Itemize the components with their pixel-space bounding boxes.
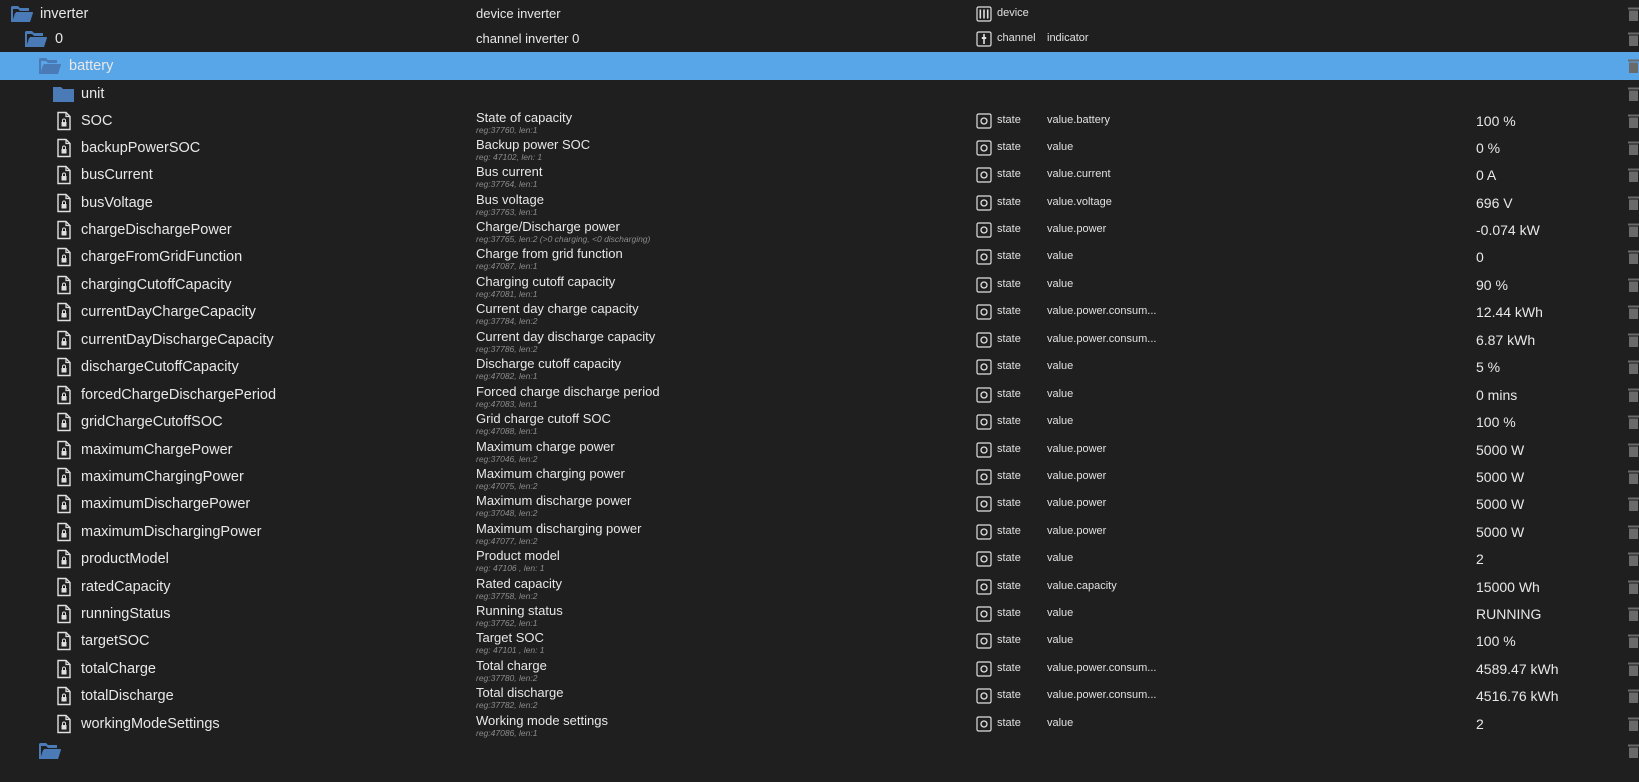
state-icon	[976, 249, 990, 265]
object-value[interactable]: 6.87 kWh	[1476, 332, 1536, 348]
tree-row[interactable]	[0, 436, 1639, 464]
file-lock-icon[interactable]	[52, 659, 76, 679]
trash-icon[interactable]	[1628, 634, 1639, 648]
object-role: value	[1047, 634, 1074, 646]
trash-icon[interactable]	[1628, 443, 1639, 457]
object-role: value	[1047, 141, 1074, 153]
object-type: state	[997, 360, 1021, 372]
state-icon	[976, 442, 990, 458]
object-role: value.capacity	[1047, 580, 1117, 592]
object-type: state	[997, 114, 1021, 126]
object-value[interactable]: 0 A	[1476, 167, 1497, 183]
object-name: Bus voltage	[476, 192, 544, 207]
trash-icon[interactable]	[1628, 744, 1639, 758]
object-value[interactable]: 4589.47 kWh	[1476, 661, 1559, 677]
tree-row[interactable]	[0, 463, 1639, 491]
object-description: reg:47083, len:1	[476, 399, 538, 409]
file-lock-icon[interactable]	[52, 631, 76, 651]
tree-row[interactable]	[0, 216, 1639, 244]
object-role: value	[1047, 360, 1074, 372]
object-name: Grid charge cutoff SOC	[476, 411, 611, 426]
tree-row[interactable]	[0, 655, 1639, 683]
tree-row[interactable]	[0, 134, 1639, 162]
object-name: Maximum charge power	[476, 439, 615, 454]
object-name: Discharge cutoff capacity	[476, 356, 621, 371]
object-description: reg:47082, len:1	[476, 371, 538, 381]
tree-row[interactable]	[0, 490, 1639, 518]
object-description: reg:47081, len:1	[476, 289, 538, 299]
object-role: value.current	[1047, 168, 1111, 180]
object-role: value.power	[1047, 443, 1107, 455]
object-id: currentDayChargeCapacity	[81, 304, 256, 320]
trash-icon[interactable]	[1628, 7, 1639, 21]
file-lock-icon[interactable]	[52, 577, 76, 597]
trash-icon[interactable]	[1628, 662, 1639, 676]
object-type: state	[997, 634, 1021, 646]
file-lock-icon[interactable]	[52, 138, 76, 158]
object-type: state	[997, 278, 1021, 290]
object-name: Current day charge capacity	[476, 301, 639, 316]
object-value[interactable]: 90 %	[1476, 277, 1508, 293]
tree-row[interactable]	[0, 600, 1639, 628]
trash-icon[interactable]	[1628, 470, 1639, 484]
object-id: SOC	[81, 113, 113, 129]
state-icon	[976, 551, 990, 567]
object-name: channel inverter 0	[476, 31, 580, 46]
object-value[interactable]: -0.074 kW	[1476, 222, 1540, 238]
file-lock-icon[interactable]	[52, 111, 76, 131]
object-id: totalCharge	[81, 661, 156, 677]
object-value[interactable]: 5000 W	[1476, 469, 1525, 485]
object-name: State of capacity	[476, 110, 573, 125]
object-type: state	[997, 388, 1021, 400]
trash-icon[interactable]	[1628, 250, 1639, 264]
object-id: busVoltage	[81, 195, 153, 211]
object-description: reg:37782, len:2	[476, 700, 538, 710]
object-id: targetSOC	[81, 633, 150, 649]
object-description: reg:37780, len:2	[476, 673, 538, 683]
trash-icon[interactable]	[1628, 114, 1639, 128]
state-icon	[976, 222, 990, 238]
file-lock-icon[interactable]	[52, 357, 76, 377]
state-icon	[976, 277, 990, 293]
object-id: backupPowerSOC	[81, 140, 201, 156]
tree-row[interactable]	[0, 52, 1639, 80]
object-id: workingModeSettings	[81, 716, 220, 732]
object-type: state	[997, 196, 1021, 208]
object-type: state	[997, 168, 1021, 180]
state-icon	[976, 633, 990, 649]
object-role: value	[1047, 415, 1074, 427]
object-description: reg: 47102, len: 1	[476, 152, 543, 162]
object-id: unit	[81, 86, 105, 102]
object-description: reg:47077, len:2	[476, 536, 538, 546]
object-type: state	[997, 470, 1021, 482]
object-id: forcedChargeDischargePeriod	[81, 387, 277, 403]
object-role: value.power	[1047, 470, 1107, 482]
object-description: reg: 47106 , len: 1	[476, 563, 545, 573]
state-icon	[976, 113, 990, 129]
trash-icon[interactable]	[1628, 717, 1639, 731]
file-lock-icon[interactable]	[52, 220, 76, 240]
object-type: state	[997, 689, 1021, 701]
object-name: Product model	[476, 548, 560, 563]
file-lock-icon[interactable]	[52, 247, 76, 267]
file-lock-icon[interactable]	[52, 275, 76, 295]
object-name: device inverter	[476, 6, 561, 21]
trash-icon[interactable]	[1628, 497, 1639, 511]
trash-icon[interactable]	[1628, 223, 1639, 237]
object-description: reg:47087, len:1	[476, 261, 538, 271]
object-type: state	[997, 415, 1021, 427]
file-lock-icon[interactable]	[52, 686, 76, 706]
tree-row[interactable]	[0, 710, 1639, 738]
tree-row[interactable]	[0, 627, 1639, 655]
object-name: Running status	[476, 603, 563, 618]
state-icon	[976, 167, 990, 183]
object-value[interactable]: 15000 Wh	[1476, 579, 1540, 595]
file-lock-icon[interactable]	[52, 549, 76, 569]
object-role: value.power.consum...	[1047, 305, 1157, 317]
object-id: maximumDischargingPower	[81, 524, 262, 540]
object-name: Forced charge discharge period	[476, 384, 660, 399]
trash-icon[interactable]	[1628, 360, 1639, 374]
device-icon	[976, 6, 990, 22]
tree-row[interactable]	[0, 0, 1639, 28]
object-type: state	[997, 717, 1021, 729]
file-lock-icon[interactable]	[52, 330, 76, 350]
tree-row[interactable]	[0, 161, 1639, 189]
tree-row[interactable]	[0, 298, 1639, 326]
object-type: state	[997, 497, 1021, 509]
object-type: state	[997, 443, 1021, 455]
object-type: state	[997, 141, 1021, 153]
object-role: value.voltage	[1047, 196, 1112, 208]
tree-row[interactable]	[0, 381, 1639, 409]
object-name: Total discharge	[476, 685, 564, 700]
tree-row[interactable]	[0, 271, 1639, 299]
trash-icon[interactable]	[1628, 196, 1639, 210]
state-icon	[976, 359, 990, 375]
object-description: reg:37758, len:2	[476, 591, 538, 601]
trash-icon[interactable]	[1628, 87, 1639, 101]
object-id: battery	[69, 58, 114, 74]
trash-icon[interactable]	[1628, 415, 1639, 429]
object-description: reg:37762, len:1	[476, 618, 538, 628]
file-lock-icon[interactable]	[52, 193, 76, 213]
object-value[interactable]: RUNNING	[1476, 606, 1542, 622]
object-type: device	[997, 7, 1029, 19]
object-type: channel	[997, 32, 1036, 44]
object-role: value.battery	[1047, 114, 1110, 126]
state-icon	[976, 140, 990, 156]
object-description: reg:37765, len:2 (>0 charging, <0 discharging)	[476, 234, 651, 244]
state-icon	[976, 716, 990, 732]
state-icon	[976, 688, 990, 704]
object-id: maximumDischargePower	[81, 496, 251, 512]
channel-icon	[976, 31, 990, 47]
file-lock-icon[interactable]	[52, 165, 76, 185]
object-value[interactable]: 0	[1476, 249, 1484, 265]
object-description: reg:37763, len:1	[476, 207, 538, 217]
object-name: Bus current	[476, 164, 543, 179]
object-name: Charge from grid function	[476, 246, 623, 261]
object-type: state	[997, 333, 1021, 345]
trash-icon[interactable]	[1628, 32, 1639, 46]
trash-icon[interactable]	[1628, 525, 1639, 539]
trash-icon[interactable]	[1628, 59, 1639, 73]
tree-row[interactable]	[0, 353, 1639, 381]
object-id: busCurrent	[81, 167, 153, 183]
tree-row[interactable]	[0, 326, 1639, 354]
object-description: reg:37764, len:1	[476, 179, 538, 189]
state-icon	[976, 332, 990, 348]
object-name: Maximum discharging power	[476, 521, 642, 536]
state-icon	[976, 195, 990, 211]
state-icon	[976, 469, 990, 485]
object-value[interactable]: 2	[1476, 551, 1484, 567]
object-value[interactable]: 5000 W	[1476, 524, 1525, 540]
object-name: Charging cutoff capacity	[476, 274, 616, 289]
trash-icon[interactable]	[1628, 278, 1639, 292]
object-value[interactable]: 12.44 kWh	[1476, 304, 1543, 320]
object-name: Charge/Discharge power	[476, 219, 620, 234]
object-type: state	[997, 250, 1021, 262]
folder-open-icon[interactable]	[38, 56, 62, 76]
file-lock-icon[interactable]	[52, 522, 76, 542]
file-lock-icon[interactable]	[52, 494, 76, 514]
object-description: reg:37046, len:2	[476, 454, 538, 464]
tree-row[interactable]	[0, 573, 1639, 601]
object-id: totalDischarge	[81, 688, 174, 704]
object-id: chargeDischargePower	[81, 222, 232, 238]
object-type: state	[997, 662, 1021, 674]
tree-row[interactable]	[0, 80, 1639, 108]
tree-row[interactable]	[0, 243, 1639, 271]
object-description: reg:37784, len:2	[476, 316, 538, 326]
object-role: value	[1047, 278, 1074, 290]
object-name: Total charge	[476, 658, 547, 673]
object-value[interactable]: 100 %	[1476, 414, 1516, 430]
tree-row[interactable]	[0, 682, 1639, 710]
object-role: value.power.consum...	[1047, 689, 1157, 701]
object-id: 0	[55, 31, 64, 47]
object-id: productModel	[81, 551, 169, 567]
object-id: runningStatus	[81, 606, 171, 622]
object-role: value.power.consum...	[1047, 662, 1157, 674]
object-id: maximumChargingPower	[81, 469, 244, 485]
object-id: inverter	[40, 6, 89, 22]
object-type: state	[997, 607, 1021, 619]
object-description: reg:47075, len:2	[476, 481, 538, 491]
object-value[interactable]: 5000 W	[1476, 442, 1525, 458]
trash-icon[interactable]	[1628, 141, 1639, 155]
object-type: state	[997, 525, 1021, 537]
state-icon	[976, 661, 990, 677]
trash-icon[interactable]	[1628, 305, 1639, 319]
object-role: value	[1047, 388, 1074, 400]
object-description: reg:37048, len:2	[476, 508, 538, 518]
object-description: reg:37786, len:2	[476, 344, 538, 354]
object-value[interactable]: 100 %	[1476, 633, 1516, 649]
state-icon	[976, 496, 990, 512]
object-id: gridChargeCutoffSOC	[81, 414, 223, 430]
file-lock-icon[interactable]	[52, 412, 76, 432]
trash-icon[interactable]	[1628, 168, 1639, 182]
state-icon	[976, 606, 990, 622]
object-role: value.power	[1047, 223, 1107, 235]
object-value[interactable]: 2	[1476, 716, 1484, 732]
trash-icon[interactable]	[1628, 388, 1639, 402]
object-description: reg:47086, len:1	[476, 728, 538, 738]
trash-icon[interactable]	[1628, 333, 1639, 347]
object-id: chargeFromGridFunction	[81, 249, 243, 265]
folder-open-icon[interactable]	[10, 4, 34, 24]
object-value[interactable]: 696 V	[1476, 195, 1513, 211]
object-value[interactable]: 4516.76 kWh	[1476, 688, 1559, 704]
object-type: state	[997, 305, 1021, 317]
trash-icon[interactable]	[1628, 580, 1639, 594]
object-name: Working mode settings	[476, 713, 608, 728]
object-value[interactable]: 5 %	[1476, 359, 1501, 375]
object-name: Target SOC	[476, 630, 544, 645]
object-name: Current day discharge capacity	[476, 329, 656, 344]
folder-open-icon[interactable]	[24, 29, 48, 49]
file-lock-icon[interactable]	[52, 385, 76, 405]
object-role: value.power	[1047, 525, 1107, 537]
state-icon	[976, 387, 990, 403]
tree-row[interactable]	[0, 25, 1639, 53]
object-description: reg:47088, len:1	[476, 426, 538, 436]
tree-row[interactable]	[0, 518, 1639, 546]
state-icon	[976, 304, 990, 320]
trash-icon[interactable]	[1628, 689, 1639, 703]
object-role: value	[1047, 552, 1074, 564]
state-icon	[976, 579, 990, 595]
tree-row[interactable]	[0, 408, 1639, 436]
object-id: maximumChargePower	[81, 442, 233, 458]
object-type: state	[997, 552, 1021, 564]
object-id: currentDayDischargeCapacity	[81, 332, 274, 348]
tree-row[interactable]	[0, 189, 1639, 217]
state-icon	[976, 414, 990, 430]
file-lock-icon[interactable]	[52, 440, 76, 460]
object-value[interactable]: 5000 W	[1476, 496, 1525, 512]
file-lock-icon[interactable]	[52, 714, 76, 734]
object-value[interactable]: 0 %	[1476, 140, 1501, 156]
object-description: reg:37760, len:1	[476, 125, 538, 135]
object-name: Backup power SOC	[476, 137, 591, 152]
trash-icon[interactable]	[1628, 607, 1639, 621]
trash-icon[interactable]	[1628, 552, 1639, 566]
object-role: indicator	[1047, 32, 1089, 44]
object-role: value.power.consum...	[1047, 333, 1157, 345]
object-name: Maximum charging power	[476, 466, 625, 481]
file-lock-icon[interactable]	[52, 467, 76, 487]
object-value[interactable]: 100 %	[1476, 113, 1516, 129]
object-type: state	[997, 223, 1021, 235]
folder-open-icon[interactable]	[38, 741, 62, 761]
object-id: chargingCutoffCapacity	[81, 277, 232, 293]
tree-row[interactable]	[0, 545, 1639, 573]
folder-icon[interactable]	[52, 84, 76, 104]
object-type: state	[997, 580, 1021, 592]
tree-row[interactable]	[0, 107, 1639, 135]
object-id: ratedCapacity	[81, 579, 171, 595]
object-name: Rated capacity	[476, 576, 562, 591]
object-name: Maximum discharge power	[476, 493, 632, 508]
object-role: value.power	[1047, 497, 1107, 509]
object-role: value	[1047, 717, 1074, 729]
object-value[interactable]: 0 mins	[1476, 387, 1518, 403]
object-id: dischargeCutoffCapacity	[81, 359, 239, 375]
object-role: value	[1047, 607, 1074, 619]
file-lock-icon[interactable]	[52, 302, 76, 322]
object-description: reg: 47101 , len: 1	[476, 645, 545, 655]
state-icon	[976, 524, 990, 540]
file-lock-icon[interactable]	[52, 604, 76, 624]
tree-row[interactable]	[0, 737, 1639, 765]
object-role: value	[1047, 250, 1074, 262]
